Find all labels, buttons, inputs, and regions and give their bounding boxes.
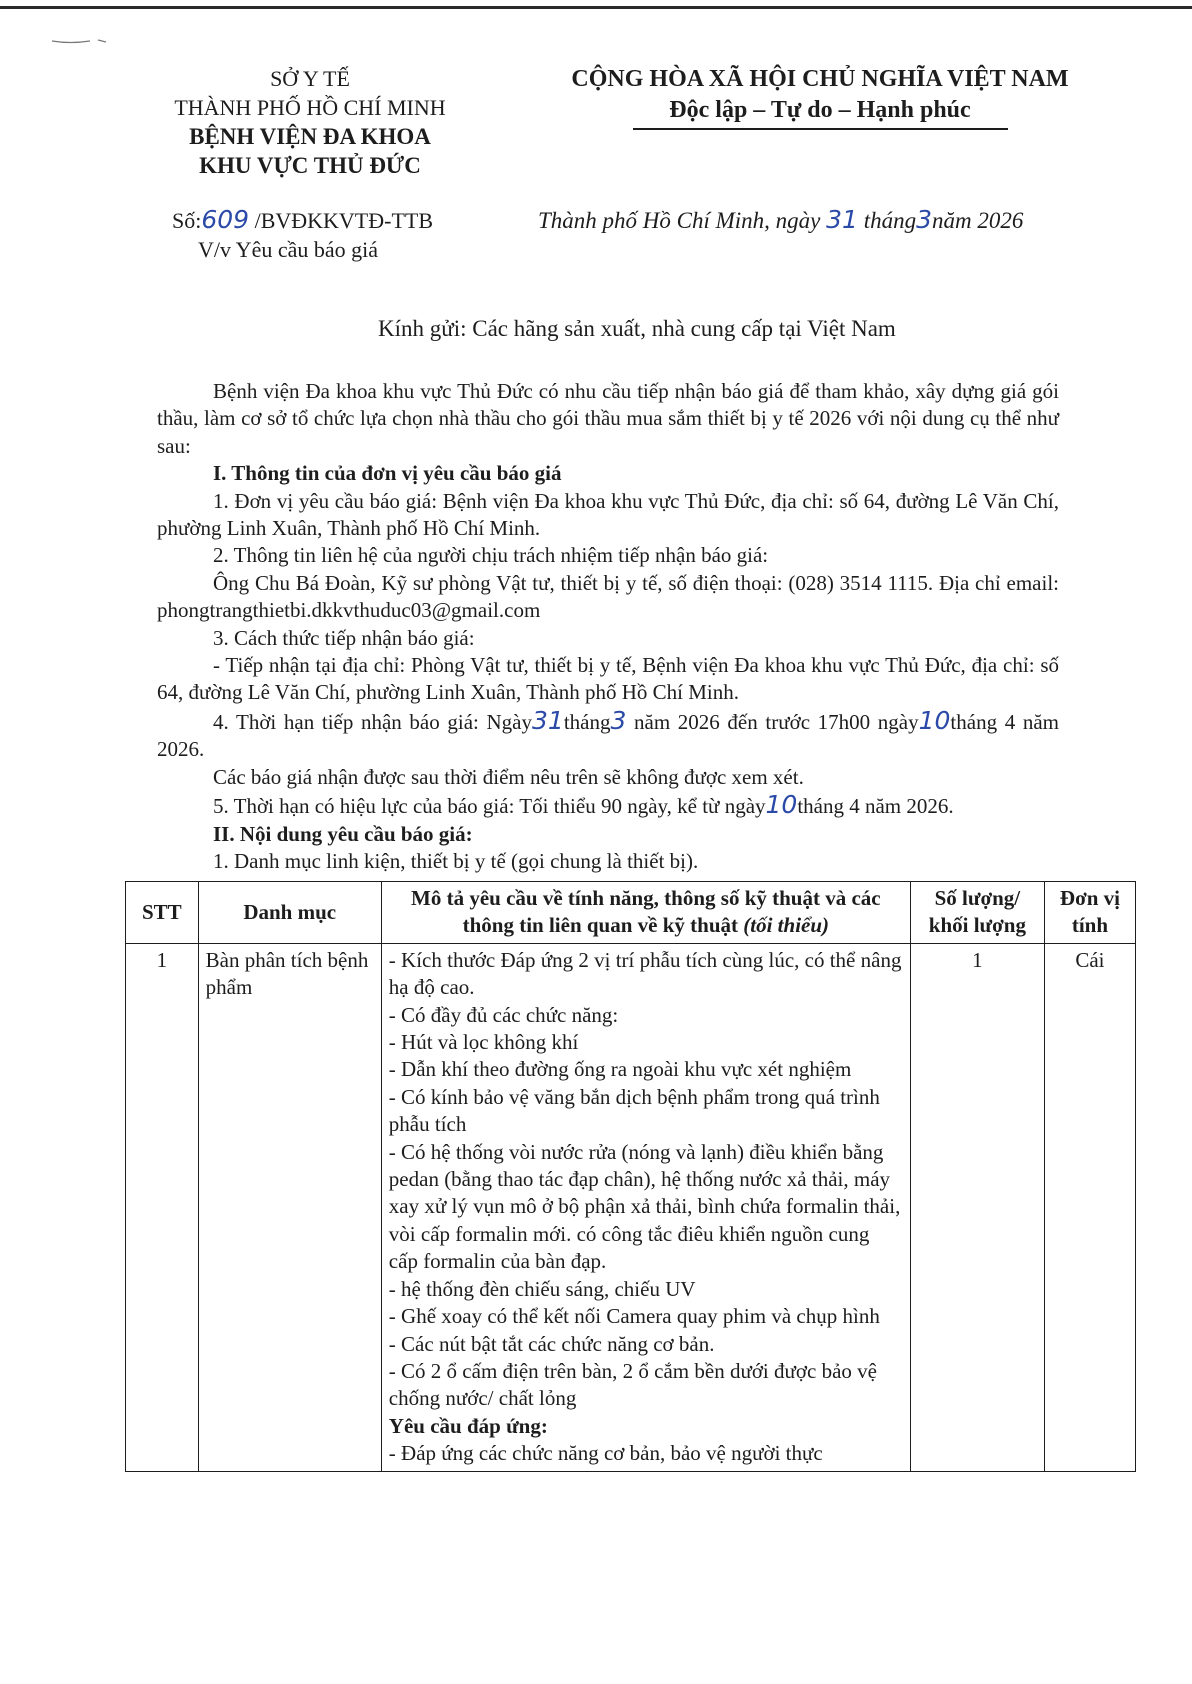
section-1-item-1: 1. Đơn vị yêu cầu báo giá: Bệnh viện Đa khoa khu vực Thủ Đức, địa chỉ: số 64, đường Lê Văn Chí, phường Linh Xuân, Thành phố Hồ Chí Minh. [157,488,1059,541]
date-place: Thành phố Hồ Chí Minh, ngày [538,208,821,233]
doc-number-prefix: Số: [172,208,202,233]
item4-text-c: năm 2026 đến trước 17h00 ngày [634,709,919,734]
header-description-minimum: (tối thiểu) [743,913,830,938]
section-1-item-2: 2. Thông tin liên hệ của người chịu trách nhiệm tiếp nhận báo giá: [213,543,769,568]
desc-line: - hệ thống đèn chiếu sáng, chiếu UV [388,1276,696,1301]
greeting: Kính gửi: Các hãng sản xuất, nhà cung cấp tại Việt Nam [378,316,896,341]
section-1-item-3-detail: - Tiếp nhận tại địa chỉ: Phòng Vật tư, thiết bị y tế, Bệnh viện Đa khoa khu vực Thủ Đức, địa chỉ: số 64, đường Lê Văn Chí, phường Linh Xuân, Thành phố Hồ Chí Minh. [157,653,1059,705]
date-month-label: tháng [863,208,917,233]
item5-text-b: tháng 4 năm 2026. [797,794,954,819]
document-subject: V/v Yêu cầu báo giá [198,237,379,262]
item5-text-a: 5. Thời hạn có hiệu lực của báo giá: Tối thiểu 90 ngày, kể từ ngày [213,794,766,819]
section-2-item-1: 1. Danh mục linh kiện, thiết bị y tế (gọi chung là thiết bị). [213,848,699,873]
table-header-row [126,882,1136,944]
item4-day2-handwritten: 10 [918,705,951,735]
requirement-line: - Đáp ứng các chức năng cơ bản, bảo vệ người thực [388,1441,823,1466]
row-name: Bàn phân tích bệnh phẩm [198,943,381,1471]
header-stt: STT [126,882,199,944]
item5-day-handwritten: 10 [765,790,798,820]
agency-line-region: KHU VỰC THỦ ĐỨC [199,153,421,178]
section-1-item-5 [157,791,1059,820]
item4-text-b: tháng [563,709,611,734]
desc-line: - Ghế xoay có thể kết nối Camera quay phim và chụp hình [388,1304,880,1329]
agency-line-hospital: BỆNH VIỆN ĐA KHOA [189,124,431,149]
doc-number-handwritten: 609 [201,205,250,234]
scan-mark-decoration [50,38,110,44]
desc-line: - Các nút bật tắt các chức năng cơ bản. [388,1331,715,1356]
document-body [157,378,1059,875]
document-number [172,205,433,236]
header-description-text: Mô tả yêu cầu về tính năng, thông số kỹ thuật và các thông tin liên quan về kỹ thuật [411,886,881,938]
motto-underline [633,128,1008,130]
item4-day-handwritten: 31 [532,705,564,735]
section-1-item-3: 3. Cách thức tiếp nhận báo giá: [213,625,475,650]
row-quantity: 1 [910,943,1044,1471]
nation-motto: Độc lập – Tự do – Hạnh phúc [669,97,971,123]
section-1-title: I. Thông tin của đơn vị yêu cầu báo giá [213,461,562,486]
section-1-item-2-detail: Ông Chu Bá Đoàn, Kỹ sư phòng Vật tư, thiết bị y tế, số điện thoại: (028) 3514 1115. Địa chỉ email: phongtrangthietbi.dkkvthuduc03@gmail.com [157,570,1059,623]
requirement-title: Yêu cầu đáp ứng: [388,1413,548,1438]
item4-month-handwritten: 3 [610,705,627,735]
agency-line-ministry: SỞ Y TẾ [270,66,350,91]
date-month-handwritten: 3 [916,205,932,234]
top-border-line [0,6,1192,9]
date-day-handwritten: 31 [826,205,858,234]
desc-line: - Có hệ thống vòi nước rửa (nóng và lạnh) điều khiển bằng pedan (bằng thao tác đạp chân), hệ thống nước xả thải, máy xay xử lý vụn mô ở bộ phận xả thải, bình chứa formalin thải, vòi cấp formalin mới. có công tắc điêu khiển nguồn cung cấp formalin của bàn đạp. [388,1139,901,1274]
item4-text-d: tháng 4 năm 2026. [157,709,1059,762]
desc-line: - Kích thước Đáp ứng 2 vị trí phẫu tích cùng lúc, có thể nâng hạ độ cao. [388,947,902,1000]
nation-title: CỘNG HÒA XÃ HỘI CHỦ NGHĨA VIỆT NAM [571,66,1069,92]
section-2-title: II. Nội dung yêu cầu báo giá: [213,821,473,846]
row-description [381,943,910,1471]
desc-line: - Dẫn khí theo đường ống ra ngoài khu vực xét nghiệm [388,1057,852,1082]
equipment-table [125,881,1136,1472]
section-1-item-4 [157,707,1059,764]
item4-text-a: 4. Thời hạn tiếp nhận báo giá: Ngày [213,709,532,734]
header-name: Danh mục [198,882,381,944]
table-row [126,943,1136,1471]
agency-line-city: THÀNH PHỐ HỒ CHÍ MINH [174,95,446,120]
header-unit: Đơn vị tính [1044,882,1135,944]
desc-line: - Có 2 ổ cấm điện trên bàn, 2 ổ cắm bền dưới được bảo vệ chống nước/ chất lỏng [388,1358,877,1411]
doc-number-suffix: /BVĐKKVTĐ-TTB [254,208,434,233]
desc-line: - Hút và lọc không khí [388,1030,579,1055]
section-1-item-4-note: Các báo giá nhận được sau thời điểm nêu trên sẽ không được xem xét. [213,764,804,789]
desc-line: - Có đầy đủ các chức năng: [388,1002,619,1027]
header-description [381,882,910,944]
header-quantity: Số lượng/ khối lượng [910,882,1044,944]
agency-header [120,64,500,180]
desc-line: - Có kính bảo vệ văng bắn dịch bệnh phẩm trong quá trình phẫu tích [388,1084,880,1137]
intro-paragraph: Bệnh viện Đa khoa khu vực Thủ Đức có nhu cầu tiếp nhận báo giá để tham khảo, xây dựng giá gói thầu, làm cơ sở tổ chức lựa chọn nhà thầu cho gói thầu mua sắm thiết bị y tế 2026 với nội dung cụ thể như sau: [157,379,1059,458]
nation-header [535,64,1105,130]
date-line [538,205,1023,236]
date-year: năm 2026 [932,208,1024,233]
row-stt: 1 [126,943,199,1471]
row-unit: Cái [1044,943,1135,1471]
